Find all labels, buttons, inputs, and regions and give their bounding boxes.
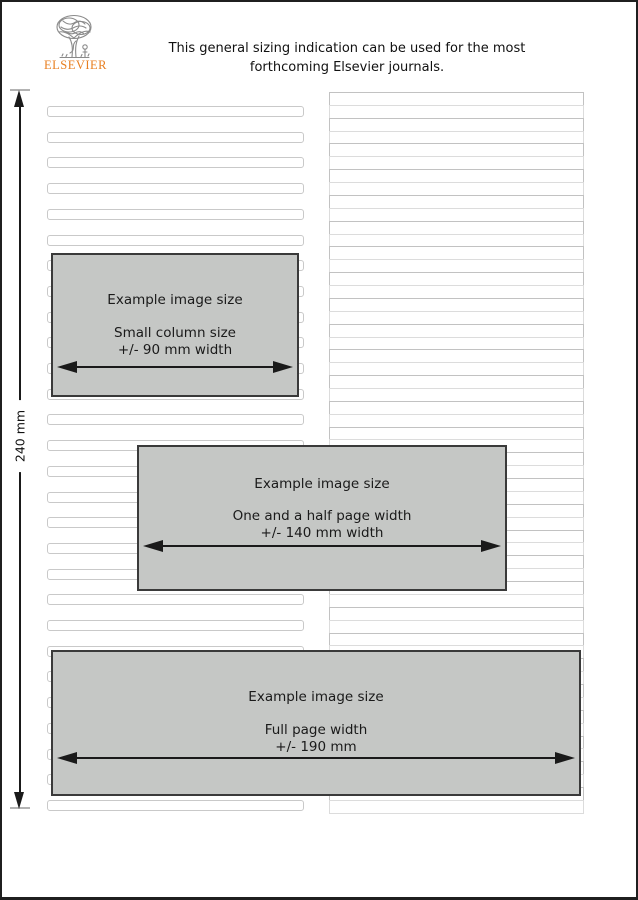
text-line-placeholder [47,106,304,117]
text-line-placeholder [329,169,584,183]
text-line-placeholder [47,157,304,168]
text-line-placeholder [329,620,584,634]
text-line-placeholder [329,285,584,299]
text-line-placeholder [329,118,584,132]
text-line-placeholder [329,221,584,235]
text-line-placeholder [329,362,584,376]
text-line-placeholder [329,414,584,428]
text-line-placeholder [329,337,584,351]
text-line-placeholder [329,156,584,170]
box-width-label: +/- 140 mm width [260,525,384,541]
text-line-placeholder [47,183,304,194]
text-line-placeholder [329,272,584,286]
text-line-placeholder [47,209,304,220]
text-line-placeholder [329,607,584,621]
text-line-placeholder [329,105,584,119]
text-line-placeholder [47,414,304,425]
right-arrowhead-icon [273,361,293,373]
page-title [112,39,582,77]
page-title-line1: This general sizing indication can be used for the most [168,41,526,56]
text-line-placeholder [329,131,584,145]
text-line-placeholder [329,182,584,196]
text-line-placeholder [329,401,584,415]
text-line-placeholder [329,324,584,338]
elsevier-tree-icon [48,13,100,59]
text-line-placeholder [329,259,584,273]
horizontal-width-arrow [57,361,293,373]
text-line-placeholder [47,594,304,605]
box-subtitle: One and a half page width [232,508,412,524]
down-arrowhead-icon [14,792,24,809]
text-line-placeholder [47,620,304,631]
text-line-placeholder [329,92,584,106]
text-line-placeholder [329,143,584,157]
box-title: Example image size [254,476,390,492]
text-line-placeholder [329,375,584,389]
elsevier-logo [44,13,108,72]
text-line-placeholder [329,246,584,260]
right-arrowhead-icon [555,752,575,764]
box-title: Example image size [248,689,384,705]
text-line-placeholder [329,349,584,363]
up-arrowhead-icon [14,90,24,107]
right-arrowhead-icon [481,540,501,552]
elsevier-wordmark: ELSEVIER [44,58,108,72]
example-box-full-page [51,650,581,796]
box-title: Example image size [107,292,243,308]
text-line-placeholder [47,132,304,143]
text-line-placeholder [47,800,304,811]
measure-label: 240 mm [11,400,30,472]
text-line-placeholder [329,800,584,814]
box-subtitle: Small column size [114,325,236,341]
arrow-shaft [63,366,287,368]
text-line-placeholder [47,235,304,246]
text-line-placeholder [329,234,584,248]
arrow-shaft [149,545,495,547]
text-line-placeholder [329,427,584,441]
text-line-placeholder [329,311,584,325]
box-width-label: +/- 90 mm width [117,342,233,358]
text-line-placeholder [329,208,584,222]
horizontal-width-arrow [57,752,575,764]
text-line-placeholder [329,195,584,209]
example-box-small-column [51,253,299,397]
arrow-shaft [63,757,569,759]
box-width-label: +/- 190 mm [275,739,357,755]
text-line-placeholder [329,298,584,312]
page-title-line2: forthcoming Elsevier journals. [249,60,445,75]
text-line-placeholder [329,633,584,647]
text-line-placeholder [329,388,584,402]
text-line-placeholder [329,594,584,608]
horizontal-width-arrow [143,540,501,552]
example-box-one-and-half-page [137,445,507,591]
box-subtitle: Full page width [264,722,368,738]
